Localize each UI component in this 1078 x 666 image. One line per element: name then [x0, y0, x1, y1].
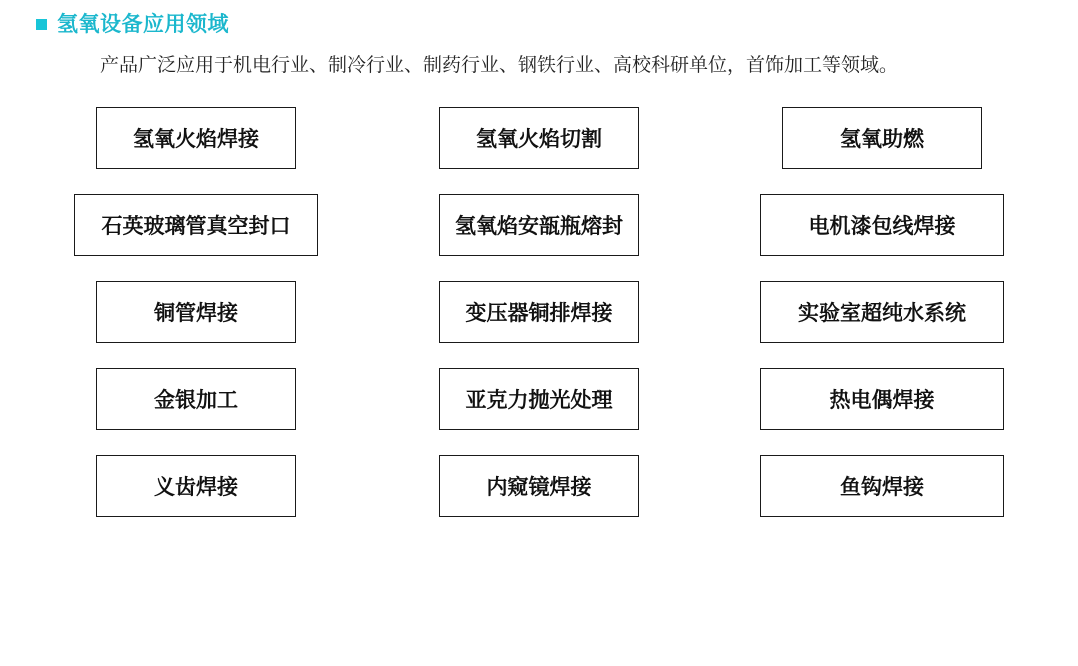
bullet-square-icon [36, 19, 47, 30]
application-box: 氢氧焰安瓿瓶熔封 [439, 194, 639, 256]
grid-cell [74, 368, 318, 430]
grid-cell [417, 194, 661, 256]
grid-cell [760, 194, 1004, 256]
application-box: 金银加工 [96, 368, 296, 430]
intro-paragraph: 产品广泛应用于机电行业、制冷行业、制药行业、钢铁行业、高校科研单位，首饰加工等领域。 [100, 55, 899, 77]
grid-cell [417, 455, 661, 517]
grid-cell [760, 368, 1004, 430]
application-box: 铜管焊接 [96, 281, 296, 343]
grid-cell [74, 281, 318, 343]
grid-cell [74, 107, 318, 169]
grid-cell [417, 368, 661, 430]
application-grid [74, 107, 1004, 517]
application-box: 石英玻璃管真空封口 [74, 194, 318, 256]
application-box: 实验室超纯水系统 [760, 281, 1004, 343]
application-box: 义齿焊接 [96, 455, 296, 517]
application-box: 变压器铜排焊接 [439, 281, 639, 343]
application-box: 内窥镜焊接 [439, 455, 639, 517]
page-title [0, 0, 1078, 37]
grid-cell [760, 281, 1004, 343]
grid-cell [760, 107, 1004, 169]
application-box: 氢氧火焰焊接 [96, 107, 296, 169]
grid-cell [417, 107, 661, 169]
application-box: 电机漆包线焊接 [760, 194, 1004, 256]
grid-cell [760, 455, 1004, 517]
application-box: 亚克力抛光处理 [439, 368, 639, 430]
application-box: 热电偶焊接 [760, 368, 1004, 430]
grid-cell [74, 194, 318, 256]
application-box: 氢氧火焰切割 [439, 107, 639, 169]
application-box: 鱼钩焊接 [760, 455, 1004, 517]
grid-cell [74, 455, 318, 517]
grid-cell [417, 281, 661, 343]
page-title-text: 氢氧设备应用领域 [57, 13, 229, 36]
application-box: 氢氧助燃 [782, 107, 982, 169]
